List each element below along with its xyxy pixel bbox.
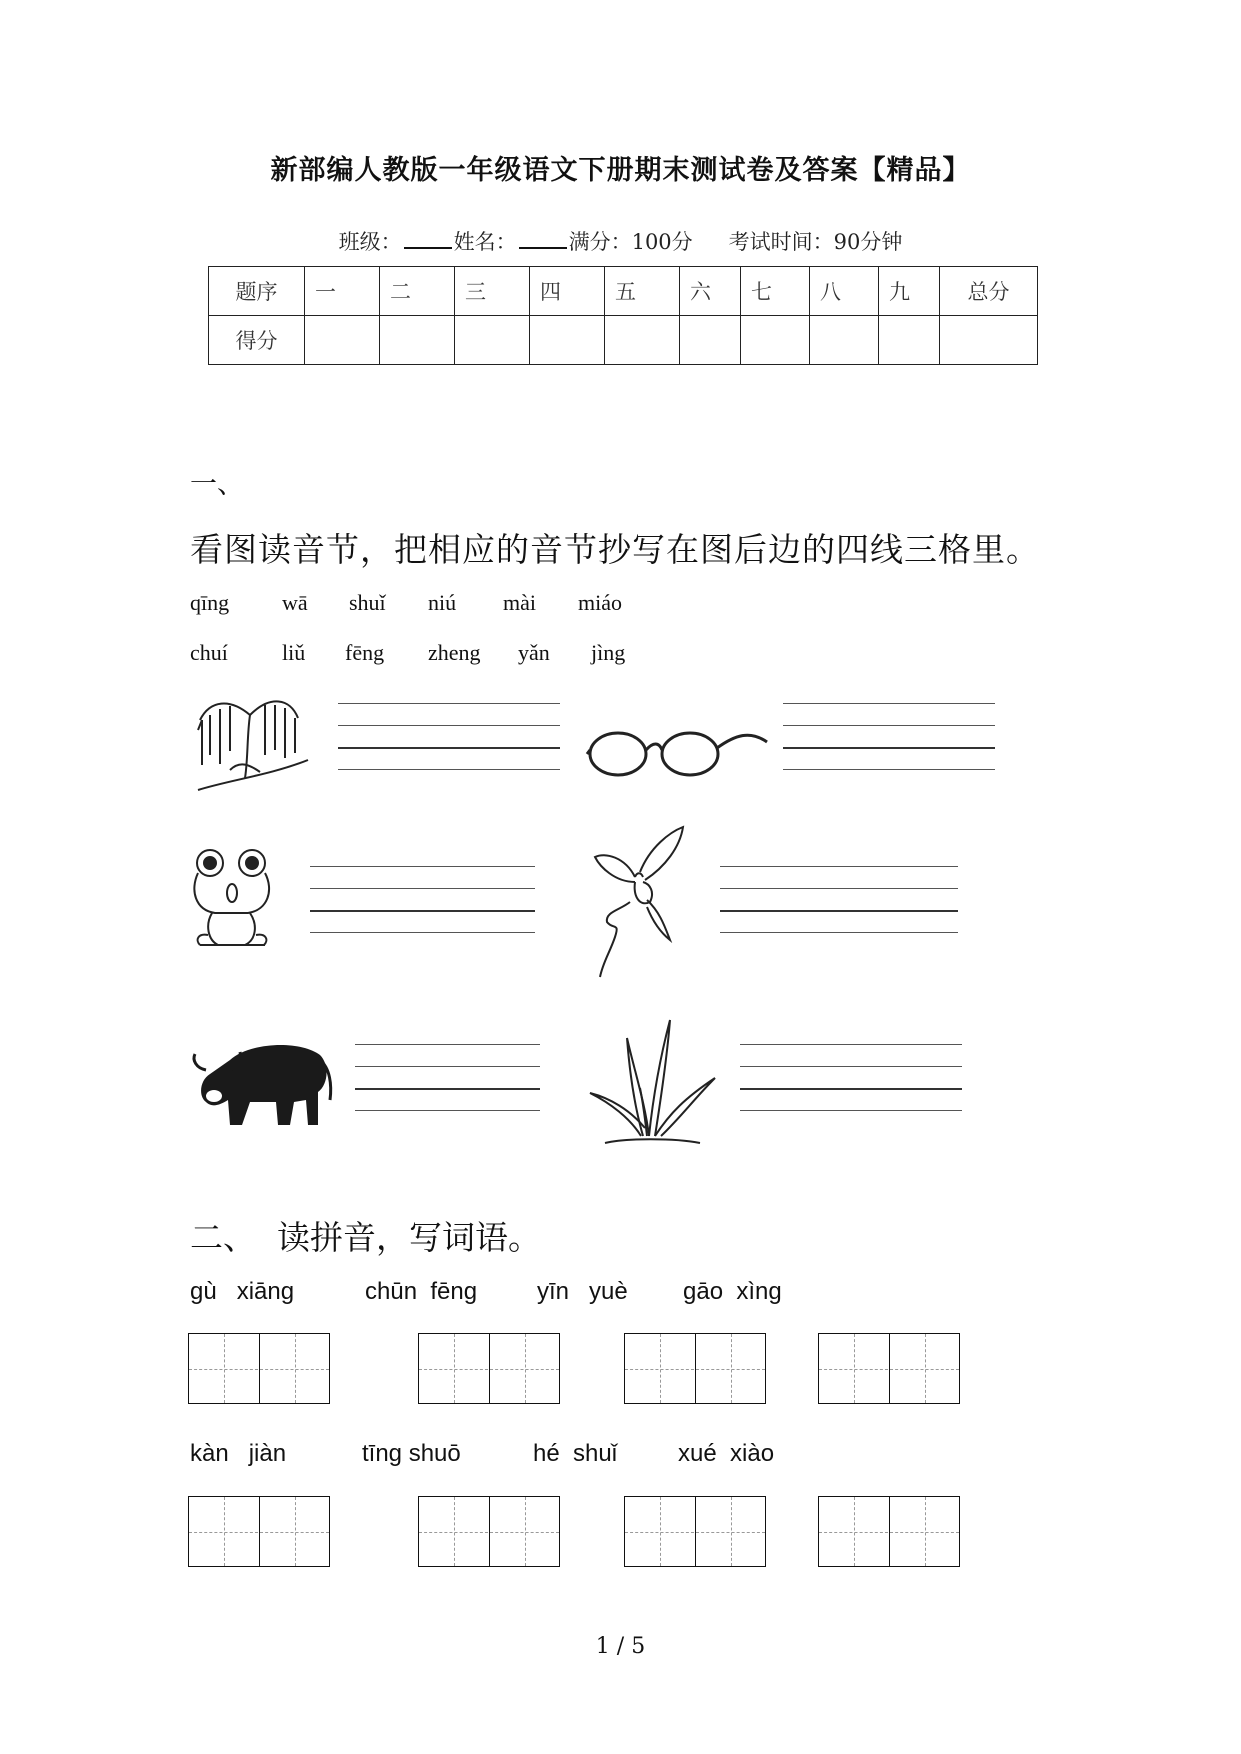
section-2-number: 二、	[190, 1218, 256, 1257]
score-cell[interactable]	[305, 316, 380, 365]
pinyin-option: wā	[282, 590, 308, 615]
score-header-cell: 五	[605, 267, 680, 316]
score-header-cell: 七	[741, 267, 810, 316]
word-pinyin: tīng shuō	[362, 1440, 461, 1467]
score-header-cell: 一	[305, 267, 380, 316]
writing-lines-frog[interactable]	[310, 866, 535, 936]
name-blank[interactable]	[519, 229, 567, 249]
pinyin-option: yǎn	[518, 640, 550, 665]
score-header-cell: 总分	[940, 267, 1038, 316]
frog-icon	[190, 845, 275, 955]
score-cell[interactable]	[810, 316, 879, 365]
score-cell[interactable]	[940, 316, 1038, 365]
writing-grid[interactable]	[818, 1496, 960, 1567]
kite-icon	[585, 822, 695, 982]
score-cell[interactable]	[879, 316, 940, 365]
score-cell[interactable]	[680, 316, 741, 365]
score-header-cell: 六	[680, 267, 741, 316]
pinyin-option: shuǐ	[349, 590, 386, 615]
writing-grid[interactable]	[624, 1333, 766, 1404]
score-header-cell: 题序	[209, 267, 305, 316]
willow-icon	[190, 690, 315, 795]
pinyin-option: fēng	[345, 640, 385, 665]
pinyin-option: niú	[428, 590, 457, 615]
score-header-cell: 九	[879, 267, 940, 316]
word-pinyin: hé shuǐ	[533, 1440, 618, 1467]
writing-grid[interactable]	[418, 1333, 560, 1404]
score-cell[interactable]	[605, 316, 680, 365]
glasses-icon	[585, 720, 770, 780]
pinyin-option: zheng	[428, 640, 481, 665]
writing-grid[interactable]	[418, 1496, 560, 1567]
writing-lines-glasses[interactable]	[783, 703, 995, 773]
word-pinyin: gù xiāng	[190, 1278, 295, 1305]
score-header-cell: 三	[455, 267, 530, 316]
score-cell[interactable]	[380, 316, 455, 365]
ox-icon	[190, 1030, 340, 1135]
score-cell[interactable]	[741, 316, 810, 365]
score-header-row	[209, 267, 1038, 316]
full-score: 满分：100分	[568, 230, 693, 254]
pinyin-option: qīng	[190, 590, 230, 615]
pinyin-option: liǔ	[282, 640, 306, 665]
section-2-heading	[190, 1212, 541, 1259]
word-pinyin: chūn fēng	[365, 1278, 478, 1305]
score-header-cell: 八	[810, 267, 879, 316]
section-2-instruction: 读拼音，写词语。	[276, 1218, 541, 1257]
score-cell[interactable]	[530, 316, 605, 365]
word-pinyin: yīn yuè	[537, 1278, 628, 1305]
writing-lines-willow[interactable]	[338, 703, 560, 773]
writing-lines-seedling[interactable]	[740, 1044, 962, 1114]
page-number: 1 / 5	[595, 1634, 646, 1659]
score-value-row	[209, 316, 1038, 365]
word-pinyin: kàn jiàn	[190, 1440, 287, 1467]
score-row-label: 得分	[209, 316, 305, 365]
score-header-cell: 四	[530, 267, 605, 316]
pinyin-option: chuí	[190, 640, 228, 665]
writing-grid[interactable]	[188, 1496, 330, 1567]
writing-grid[interactable]	[818, 1333, 960, 1404]
writing-grid[interactable]	[188, 1333, 330, 1404]
word-pinyin: xué xiào	[678, 1440, 775, 1467]
exam-time: 考试时间：90分钟	[728, 230, 903, 254]
section-1-number: 一、	[190, 469, 244, 500]
score-table	[208, 266, 1038, 365]
class-blank[interactable]	[404, 229, 452, 249]
seedling-icon	[585, 1018, 720, 1148]
writing-lines-kite[interactable]	[720, 866, 958, 936]
writing-lines-ox[interactable]	[355, 1044, 540, 1114]
word-pinyin: gāo xìng	[683, 1278, 782, 1305]
section-1-instruction: 看图读音节，把相应的音节抄写在图后边的四线三格里。	[190, 530, 1040, 569]
pinyin-option: miáo	[578, 590, 622, 615]
name-label: 姓名：	[453, 230, 517, 254]
pinyin-option: mài	[503, 590, 536, 615]
writing-grid[interactable]	[624, 1496, 766, 1567]
pinyin-option: jìng	[591, 640, 626, 665]
class-label: 班级：	[338, 230, 402, 254]
score-header-cell: 二	[380, 267, 455, 316]
score-cell[interactable]	[455, 316, 530, 365]
page-title: 新部编人教版一年级语文下册期末测试卷及答案【精品】	[270, 155, 971, 186]
exam-meta	[0, 226, 1241, 256]
